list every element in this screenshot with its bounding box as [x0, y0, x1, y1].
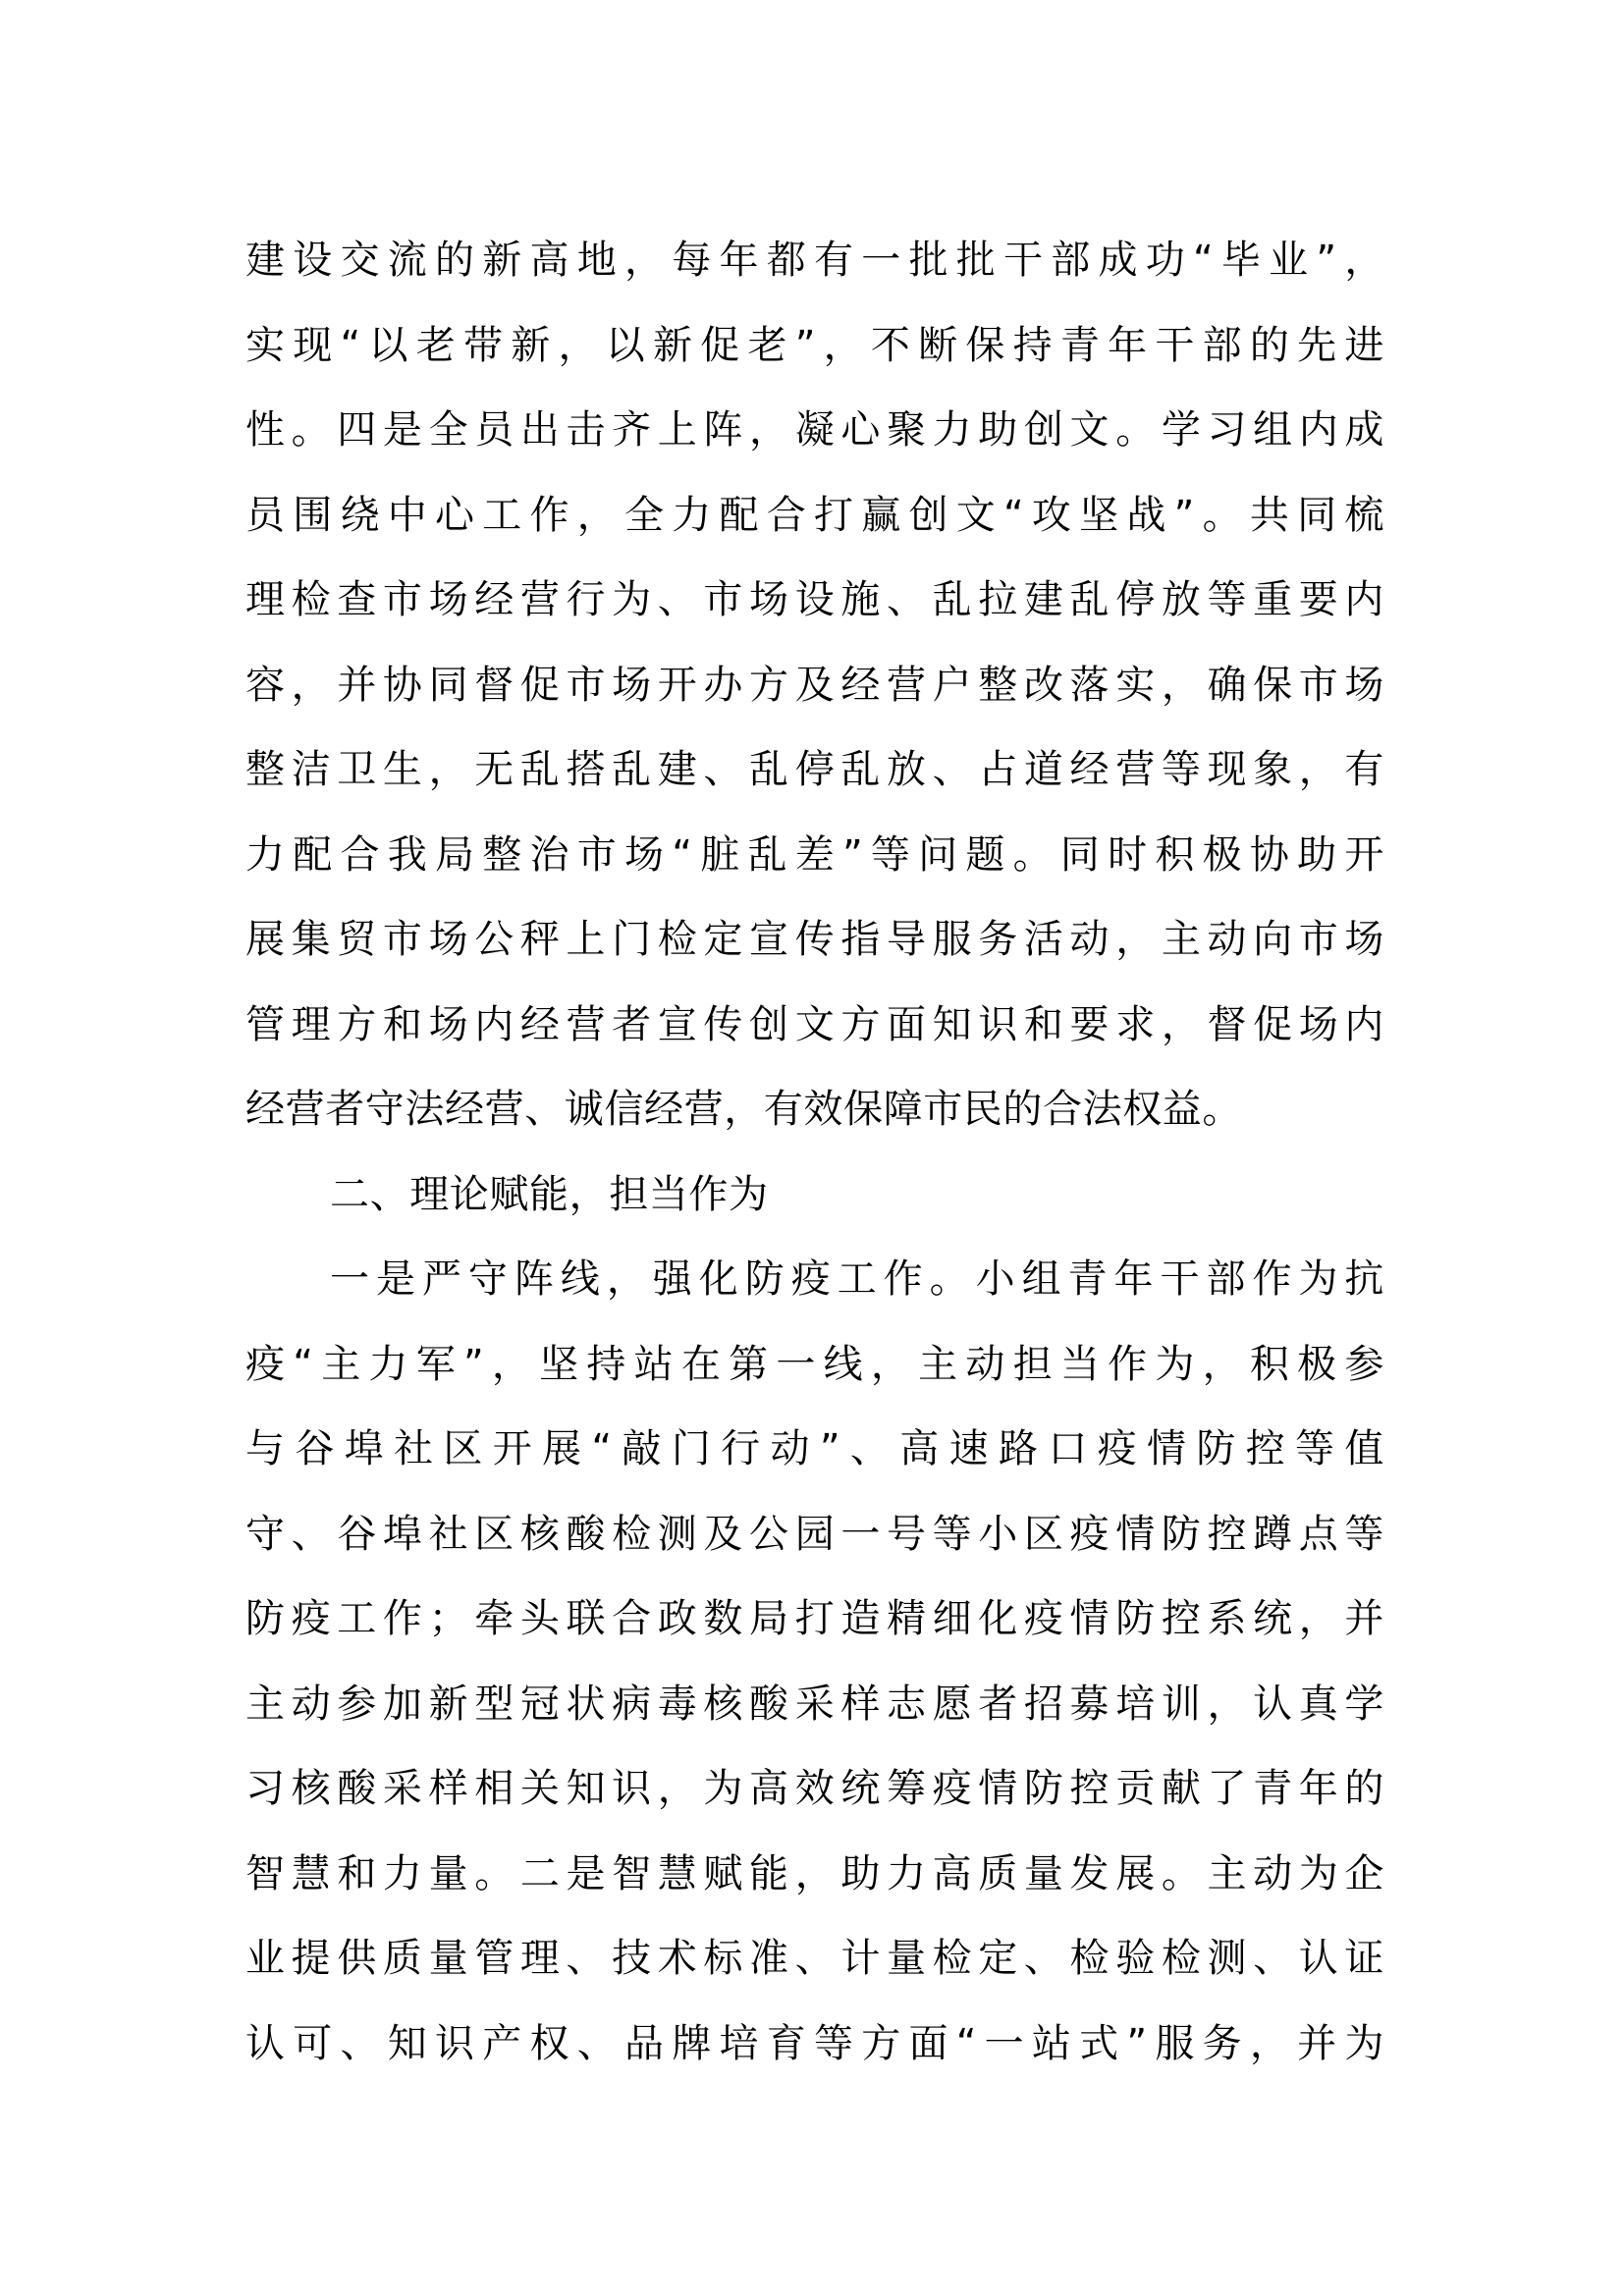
- text-line: 认可、知识产权、品牌培育等方面“一站式”服务，并为: [245, 2020, 1384, 2066]
- paragraph-continuation: [245, 218, 1384, 1152]
- text-line: 员围绕中心工作，全力配合打赢创文“攻坚战”。共同梳: [245, 492, 1384, 538]
- text-line: 容，并协同督促市场开办方及经营户整改落实，确保市场: [245, 662, 1384, 708]
- text-line: 建设交流的新高地，每年都有一批批干部成功“毕业”，: [245, 238, 1384, 283]
- paragraph-section-two: [245, 1237, 1384, 2086]
- text-line: 管理方和场内经营者宣传创文方面知识和要求，督促场内: [245, 1001, 1384, 1047]
- text-line: 业提供质量管理、技术标准、计量检定、检验检测、认证: [245, 1936, 1384, 1981]
- text-line: 性。四是全员出击齐上阵，凝心聚力助创文。学习组内成: [245, 407, 1384, 453]
- text-line: 理检查市场经营行为、市场设施、乱拉建乱停放等重要内: [245, 577, 1384, 622]
- text-line: 实现“以老带新，以新促老”，不断保持青年干部的先进: [245, 322, 1384, 368]
- text-line: 展集贸市场公秤上门检定宣传指导服务活动，主动向市场: [245, 917, 1384, 962]
- text-line: 智慧和力量。二是智慧赋能，助力高质量发展。主动为企: [245, 1850, 1384, 1896]
- text-line: 主动参加新型冠状病毒核酸采样志愿者招募培训，认真学: [245, 1681, 1384, 1727]
- text-line: 疫“主力军”，坚持站在第一线，主动担当作为，积极参: [245, 1341, 1384, 1387]
- text-line: 守、谷埠社区核酸检测及公园一号等小区疫情防控蹲点等: [245, 1511, 1384, 1557]
- text-line: 防疫工作；牵头联合政数局打造精细化疫情防控系统，并: [245, 1596, 1384, 1641]
- text-line: 力配合我局整治市场“脏乱差”等问题。同时积极协助开: [245, 831, 1384, 878]
- text-line-last: 经营者守法经营、诚信经营，有效保障市民的合法权益。: [245, 1087, 1242, 1132]
- text-line: 整洁卫生，无乱搭乱建、乱停乱放、占道经营等现象，有: [245, 747, 1384, 792]
- text-line-first: 一是严守阵线，强化防疫工作。小组青年干部作为抗: [330, 1256, 1384, 1302]
- text-line: 习核酸采样相关知识，为高效统筹疫情防控贡献了青年的: [245, 1766, 1384, 1811]
- section-heading: 二、理论赋能，担当作为: [330, 1171, 769, 1217]
- text-line: 与谷埠社区开展“敲门行动”、高速路口疫情防控等值: [245, 1426, 1384, 1471]
- document-page: [245, 218, 1384, 2086]
